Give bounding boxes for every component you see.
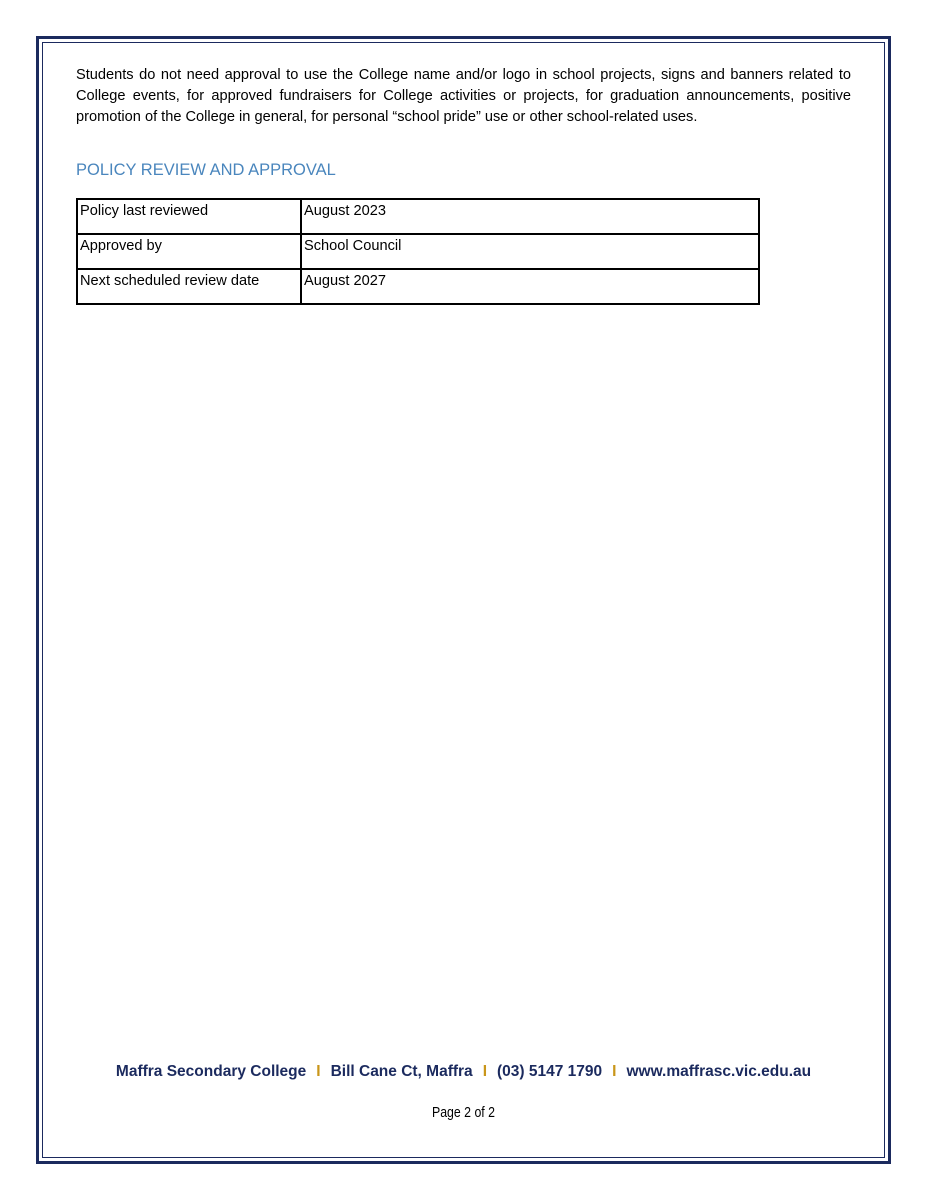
intro-paragraph: Students do not need approval to use the College name and/or logo in school projects, signs and banners related to College events, for approved fundraisers for College activities or projects, for graduation announcements, positive promotion of the College in general, for personal “school pride” use or other school-related uses. — [76, 67, 851, 125]
table-cell-value: August 2027 — [301, 269, 759, 304]
footer-college-name: Maffra Secondary College — [115, 1063, 307, 1080]
policy-review-table — [76, 198, 760, 305]
table-cell-value: School Council — [301, 234, 759, 269]
footer-phone: (03) 5147 1790 — [497, 1063, 603, 1080]
page-number: Page 2 of 2 — [431, 1105, 496, 1121]
section-heading: POLICY REVIEW AND APPROVAL — [76, 161, 336, 179]
table-row — [77, 199, 759, 234]
footer-website[interactable]: www.maffrasc.vic.edu.au — [626, 1063, 812, 1080]
table-row — [77, 269, 759, 304]
footer-separator: I — [316, 1063, 321, 1080]
footer-separator: I — [482, 1063, 487, 1080]
table-cell-label: Approved by — [77, 234, 301, 269]
footer-separator: I — [612, 1063, 617, 1080]
table-cell-label: Next scheduled review date — [77, 269, 301, 304]
footer-contact-line — [0, 1063, 927, 1081]
table-cell-label: Policy last reviewed — [77, 199, 301, 234]
table-cell-value: August 2023 — [301, 199, 759, 234]
table-row — [77, 234, 759, 269]
footer-address: Bill Cane Ct, Maffra — [330, 1063, 473, 1080]
